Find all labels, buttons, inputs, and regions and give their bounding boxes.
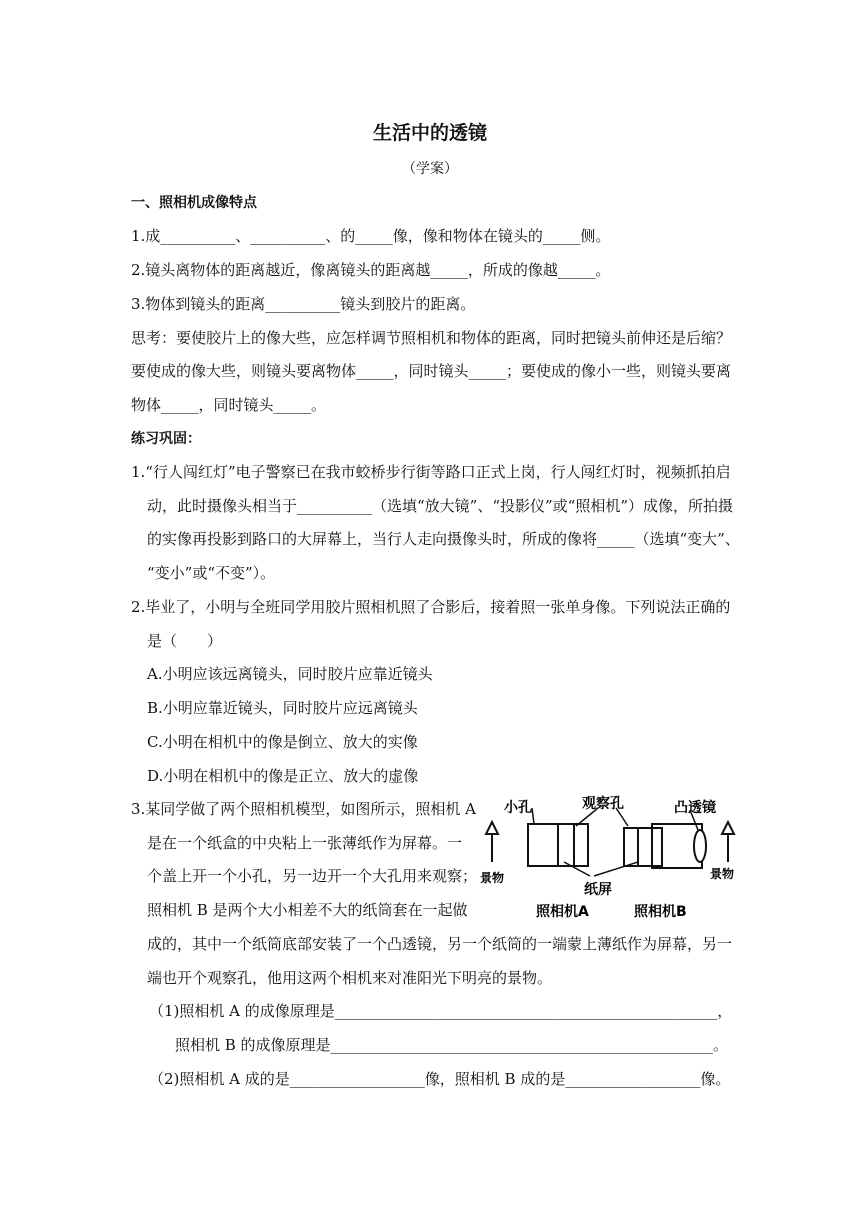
question-3-line-4: 照相机 B 是两个大小相差不大的纸筒套在一起做 [147, 901, 468, 919]
label-scene-left: 景物 [480, 871, 505, 885]
section-heading-practice: 练习巩固： [131, 431, 201, 447]
fill-item-1: 1.成__________、__________、的_____像，像和物体在镜头的_____侧。 [131, 227, 611, 245]
question-3-sub-1b: 照相机 B 的成像原理是___________________________________________________。 [175, 1036, 729, 1054]
label-camera-a: 照相机A [536, 904, 589, 920]
think-line-3: 物体_____，同时镜头_____。 [131, 396, 327, 414]
question-2-option-a: A.小明应该远离镜头，同时胶片应靠近镜头 [147, 665, 433, 683]
think-line-1: 思考：要使胶片上的像大些，应怎样调节照相机和物体的距离，同时把镜头前伸还是后缩？ [131, 329, 732, 347]
scene-arrow-right-head [722, 822, 734, 834]
page-title: 生活中的透镜 [372, 122, 487, 144]
question-1-line-1: 1.“行人闯红灯”电子警察已在我市蛟桥步行街等路口正式上岗，行人闯红灯时，视频抓拍启 [131, 463, 731, 481]
question-2-option-b: B.小明应靠近镜头，同时胶片应远离镜头 [147, 699, 418, 717]
question-3-line-2: 是在一个纸盒的中央粘上一张薄纸作为屏幕。一 [147, 834, 463, 852]
label-pinhole: 小孔 [504, 800, 532, 816]
convex-lens [694, 830, 706, 862]
question-1-line-3: 的实像再投影到路口的大屏幕上，当行人走向摄像头时，所成的像将_____（选填“变大”、 [147, 530, 740, 548]
scene-arrow-left-head [486, 822, 498, 834]
think-line-2: 要使成的像大些，则镜头要离物体_____，同时镜头_____；要使成的像小一些，则镜头要离 [131, 362, 732, 380]
question-3-line-3: 个盖上开一个小孔，另一边开一个大孔用来观察； [147, 867, 478, 885]
question-2-option-c: C.小明在相机中的像是倒立、放大的实像 [147, 733, 418, 751]
camera-b-inner-tube [624, 828, 662, 866]
label-camera-b: 照相机B [634, 904, 687, 920]
question-3-line-1: 3.某同学做了两个照相机模型，如图所示，照相机 A [131, 800, 476, 818]
label-paper-screen: 纸屏 [584, 882, 612, 898]
label-scene-right: 景物 [710, 867, 735, 881]
label-convex-lens: 凸透镜 [674, 800, 716, 816]
question-1-line-2: 动，此时摄像头相当于__________（选填“放大镜”、“投影仪”或“照相机”）成像，所拍摄 [147, 497, 734, 515]
question-2-option-d: D.小明在相机中的像是正立、放大的虚像 [147, 767, 419, 785]
question-3-sub-1a: （1)照相机 A 的成像原理是___________________________________________________， [149, 1002, 733, 1020]
label-view-hole: 观察孔 [582, 796, 624, 812]
page-subtitle: （学案） [402, 161, 458, 177]
fill-item-2: 2.镜头离物体的距离越近，像离镜头的距离越_____，所成的像越_____。 [131, 261, 611, 279]
camera-models-figure [478, 792, 740, 922]
question-3-sub-2: （2)照相机 A 成的是__________________像，照相机 B 成的是__________________像。 [149, 1070, 731, 1088]
question-2-line-2: 是（ ） [147, 632, 223, 650]
question-3-line-6: 端也开个观察孔，他用这两个相机来对准阳光下明亮的景物。 [147, 969, 553, 987]
fill-item-3: 3.物体到镜头的距离__________镜头到胶片的距离。 [131, 295, 476, 313]
question-3-line-5: 成的，其中一个纸筒底部安装了一个凸透镜，另一个纸筒的一端蒙上薄纸作为屏幕，另一 [147, 935, 733, 953]
question-2-line-1: 2.毕业了，小明与全班同学用胶片照相机照了合影后，接着照一张单身像。下列说法正确的 [131, 598, 731, 616]
section-heading-camera: 一、照相机成像特点 [131, 195, 257, 211]
question-1-line-4: “变小”或“不变”）。 [147, 564, 276, 582]
